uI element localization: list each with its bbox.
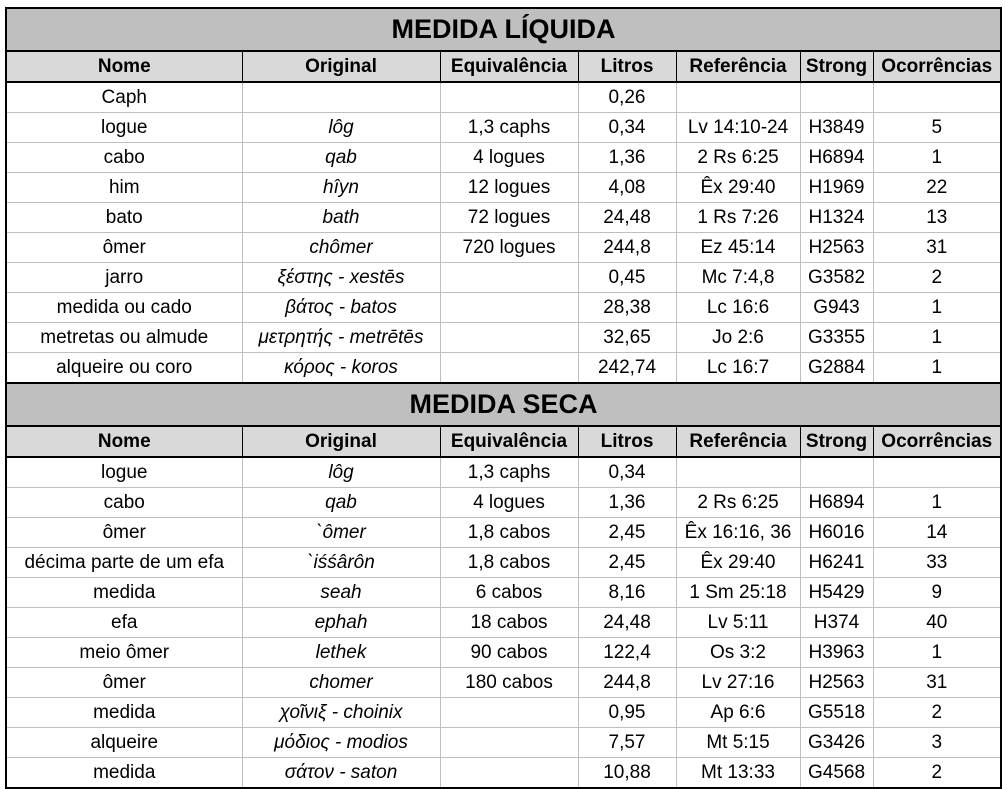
cell-referencia: Ez 45:14: [676, 233, 800, 263]
cell-referencia: Mc 7:4,8: [676, 263, 800, 293]
cell-equivalencia: 12 logues: [440, 173, 578, 203]
cell-litros: 0,34: [578, 113, 676, 143]
cell-strong: G5518: [800, 698, 873, 728]
cell-original: lethek: [242, 638, 440, 668]
cell-ocorrencias: 1: [873, 488, 1001, 518]
table-row: [6, 82, 1001, 113]
cell-strong: H6894: [800, 488, 873, 518]
header-litros: Litros: [578, 426, 676, 457]
cell-strong: H6016: [800, 518, 873, 548]
table-row: [6, 323, 1001, 353]
cell-referencia: Lc 16:6: [676, 293, 800, 323]
header-nome: Nome: [6, 51, 242, 82]
cell-litros: 0,45: [578, 263, 676, 293]
cell-equivalencia: [440, 758, 578, 789]
section-title: MEDIDA SECA: [6, 383, 1001, 426]
cell-litros: 0,26: [578, 82, 676, 113]
cell-equivalencia: 1,3 caphs: [440, 457, 578, 488]
cell-original: βάτος - batos: [242, 293, 440, 323]
cell-nome: ômer: [6, 233, 242, 263]
cell-strong: H5429: [800, 578, 873, 608]
cell-referencia: Êx 29:40: [676, 173, 800, 203]
cell-strong: H3963: [800, 638, 873, 668]
table-row: [6, 698, 1001, 728]
cell-referencia: [676, 82, 800, 113]
cell-equivalencia: 4 logues: [440, 143, 578, 173]
cell-nome: efa: [6, 608, 242, 638]
cell-ocorrencias: 1: [873, 323, 1001, 353]
cell-referencia: Lv 14:10-24: [676, 113, 800, 143]
cell-referencia: [676, 457, 800, 488]
cell-original: μόδιος - modios: [242, 728, 440, 758]
cell-ocorrencias: 3: [873, 728, 1001, 758]
cell-original: bath: [242, 203, 440, 233]
cell-nome: décima parte de um efa: [6, 548, 242, 578]
header-strong: Strong: [800, 51, 873, 82]
cell-equivalencia: [440, 263, 578, 293]
cell-nome: alqueire ou coro: [6, 353, 242, 384]
table-row: [6, 488, 1001, 518]
cell-referencia: Os 3:2: [676, 638, 800, 668]
cell-original: ξέστης - xestēs: [242, 263, 440, 293]
header-original: Original: [242, 51, 440, 82]
cell-nome: Caph: [6, 82, 242, 113]
cell-litros: 32,65: [578, 323, 676, 353]
cell-strong: H6894: [800, 143, 873, 173]
cell-referencia: 1 Sm 25:18: [676, 578, 800, 608]
cell-referencia: Ap 6:6: [676, 698, 800, 728]
cell-litros: 8,16: [578, 578, 676, 608]
table-row: [6, 548, 1001, 578]
cell-litros: 1,36: [578, 488, 676, 518]
cell-equivalencia: [440, 82, 578, 113]
cell-original: lôg: [242, 457, 440, 488]
cell-strong: [800, 457, 873, 488]
cell-original: `ômer: [242, 518, 440, 548]
cell-nome: medida: [6, 698, 242, 728]
cell-original: σάτον - saton: [242, 758, 440, 789]
cell-nome: bato: [6, 203, 242, 233]
cell-strong: H1324: [800, 203, 873, 233]
cell-litros: 2,45: [578, 518, 676, 548]
table-row: [6, 758, 1001, 789]
cell-referencia: 1 Rs 7:26: [676, 203, 800, 233]
cell-litros: 122,4: [578, 638, 676, 668]
cell-ocorrencias: 2: [873, 698, 1001, 728]
cell-equivalencia: 720 logues: [440, 233, 578, 263]
cell-strong: H2563: [800, 668, 873, 698]
cell-nome: cabo: [6, 143, 242, 173]
cell-referencia: Jo 2:6: [676, 323, 800, 353]
cell-litros: 7,57: [578, 728, 676, 758]
cell-nome: cabo: [6, 488, 242, 518]
cell-ocorrencias: 1: [873, 293, 1001, 323]
cell-original: qab: [242, 143, 440, 173]
cell-referencia: Mt 13:33: [676, 758, 800, 789]
cell-nome: ômer: [6, 518, 242, 548]
cell-ocorrencias: 13: [873, 203, 1001, 233]
cell-litros: 4,08: [578, 173, 676, 203]
cell-equivalencia: 4 logues: [440, 488, 578, 518]
cell-ocorrencias: 31: [873, 668, 1001, 698]
cell-ocorrencias: 5: [873, 113, 1001, 143]
cell-litros: 244,8: [578, 233, 676, 263]
cell-strong: G943: [800, 293, 873, 323]
table-row: [6, 518, 1001, 548]
cell-strong: H6241: [800, 548, 873, 578]
table-row: [6, 173, 1001, 203]
cell-ocorrencias: 1: [873, 638, 1001, 668]
header-nome: Nome: [6, 426, 242, 457]
cell-equivalencia: [440, 323, 578, 353]
cell-original: [242, 82, 440, 113]
cell-equivalencia: [440, 353, 578, 384]
cell-strong: G3355: [800, 323, 873, 353]
cell-ocorrencias: [873, 457, 1001, 488]
cell-litros: 244,8: [578, 668, 676, 698]
table-row: [6, 113, 1001, 143]
cell-original: qab: [242, 488, 440, 518]
header-ocorrencias: Ocorrências: [873, 51, 1001, 82]
table-row: [6, 203, 1001, 233]
cell-litros: 0,34: [578, 457, 676, 488]
cell-nome: alqueire: [6, 728, 242, 758]
cell-strong: G4568: [800, 758, 873, 789]
cell-equivalencia: [440, 293, 578, 323]
cell-original: ephah: [242, 608, 440, 638]
header-referencia: Referência: [676, 51, 800, 82]
cell-original: seah: [242, 578, 440, 608]
cell-ocorrencias: 2: [873, 263, 1001, 293]
cell-strong: [800, 82, 873, 113]
header-equivalencia: Equivalência: [440, 426, 578, 457]
cell-ocorrencias: 40: [873, 608, 1001, 638]
cell-litros: 1,36: [578, 143, 676, 173]
table-row: [6, 263, 1001, 293]
cell-original: chomer: [242, 668, 440, 698]
cell-referencia: Êx 16:16, 36: [676, 518, 800, 548]
cell-litros: 28,38: [578, 293, 676, 323]
cell-strong: H374: [800, 608, 873, 638]
cell-referencia: 2 Rs 6:25: [676, 488, 800, 518]
cell-nome: medida: [6, 578, 242, 608]
cell-referencia: Mt 5:15: [676, 728, 800, 758]
cell-strong: H2563: [800, 233, 873, 263]
cell-litros: 242,74: [578, 353, 676, 384]
table-row: [6, 728, 1001, 758]
cell-equivalencia: 6 cabos: [440, 578, 578, 608]
cell-litros: 24,48: [578, 608, 676, 638]
table-row: [6, 668, 1001, 698]
cell-ocorrencias: 9: [873, 578, 1001, 608]
cell-referencia: 2 Rs 6:25: [676, 143, 800, 173]
cell-nome: meio ômer: [6, 638, 242, 668]
cell-nome: medida: [6, 758, 242, 789]
cell-original: κόρος - koros: [242, 353, 440, 384]
cell-equivalencia: [440, 728, 578, 758]
column-header-row: [6, 426, 1001, 457]
cell-litros: 10,88: [578, 758, 676, 789]
cell-ocorrencias: 1: [873, 143, 1001, 173]
measures-table: [5, 7, 1002, 789]
section-title-row: [6, 8, 1001, 51]
cell-ocorrencias: 14: [873, 518, 1001, 548]
cell-nome: medida ou cado: [6, 293, 242, 323]
table-row: [6, 143, 1001, 173]
table-row: [6, 457, 1001, 488]
cell-strong: H1969: [800, 173, 873, 203]
cell-equivalencia: 18 cabos: [440, 608, 578, 638]
cell-original: χοῖνιξ - choinix: [242, 698, 440, 728]
cell-ocorrencias: 31: [873, 233, 1001, 263]
cell-ocorrencias: 2: [873, 758, 1001, 789]
cell-strong: G3582: [800, 263, 873, 293]
header-litros: Litros: [578, 51, 676, 82]
table-row: [6, 353, 1001, 384]
cell-equivalencia: 1,8 cabos: [440, 518, 578, 548]
table-row: [6, 578, 1001, 608]
cell-original: hîyn: [242, 173, 440, 203]
cell-equivalencia: 90 cabos: [440, 638, 578, 668]
cell-ocorrencias: 1: [873, 353, 1001, 384]
cell-equivalencia: 72 logues: [440, 203, 578, 233]
header-strong: Strong: [800, 426, 873, 457]
cell-original: chômer: [242, 233, 440, 263]
cell-nome: logue: [6, 113, 242, 143]
cell-original: lôg: [242, 113, 440, 143]
cell-nome: him: [6, 173, 242, 203]
cell-ocorrencias: [873, 82, 1001, 113]
header-original: Original: [242, 426, 440, 457]
section-title: MEDIDA LÍQUIDA: [6, 8, 1001, 51]
table-row: [6, 233, 1001, 263]
cell-equivalencia: 180 cabos: [440, 668, 578, 698]
header-ocorrencias: Ocorrências: [873, 426, 1001, 457]
header-referencia: Referência: [676, 426, 800, 457]
table-row: [6, 608, 1001, 638]
cell-referencia: Lc 16:7: [676, 353, 800, 384]
header-equivalencia: Equivalência: [440, 51, 578, 82]
cell-nome: ômer: [6, 668, 242, 698]
cell-referencia: Êx 29:40: [676, 548, 800, 578]
column-header-row: [6, 51, 1001, 82]
table-row: [6, 293, 1001, 323]
table-body: [6, 8, 1001, 788]
cell-original: μετρητής - metrētēs: [242, 323, 440, 353]
cell-original: `iśśârôn: [242, 548, 440, 578]
cell-referencia: Lv 27:16: [676, 668, 800, 698]
cell-referencia: Lv 5:11: [676, 608, 800, 638]
cell-litros: 2,45: [578, 548, 676, 578]
cell-strong: G2884: [800, 353, 873, 384]
cell-strong: G3426: [800, 728, 873, 758]
cell-ocorrencias: 22: [873, 173, 1001, 203]
cell-equivalencia: 1,3 caphs: [440, 113, 578, 143]
cell-ocorrencias: 33: [873, 548, 1001, 578]
cell-equivalencia: [440, 698, 578, 728]
cell-litros: 0,95: [578, 698, 676, 728]
table-row: [6, 638, 1001, 668]
section-title-row: [6, 383, 1001, 426]
cell-nome: jarro: [6, 263, 242, 293]
cell-equivalencia: 1,8 cabos: [440, 548, 578, 578]
cell-litros: 24,48: [578, 203, 676, 233]
cell-nome: logue: [6, 457, 242, 488]
cell-strong: H3849: [800, 113, 873, 143]
cell-nome: metretas ou almude: [6, 323, 242, 353]
